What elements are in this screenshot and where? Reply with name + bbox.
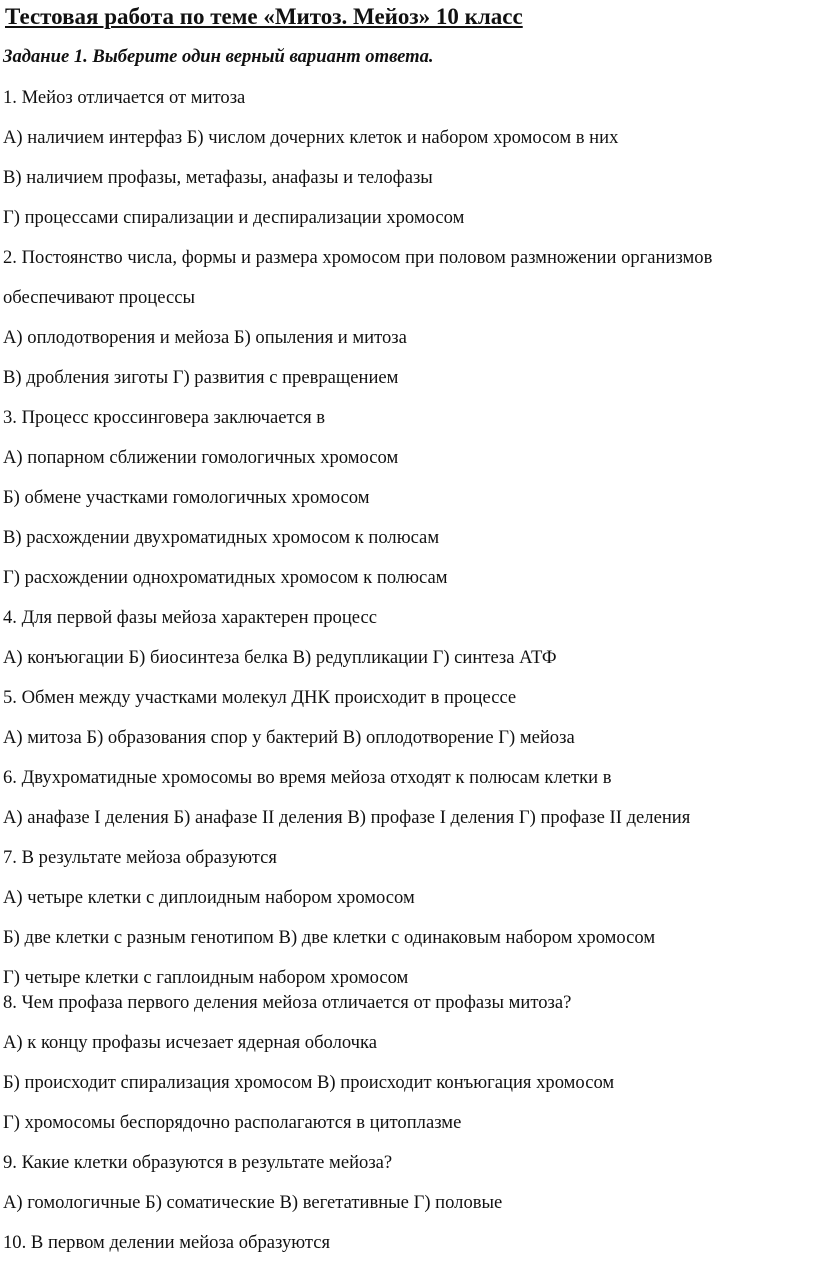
answer-option-line: А) митоза Б) образования спор у бактерий В) оплодотворение Г) мейоза (3, 727, 575, 748)
answer-option-line: А) оплодотворения и мейоза Б) опыления и митоза (3, 327, 407, 348)
answer-option-line: А) анафазе I деления Б) анафазе II деления В) профазе I деления Г) профазе II деления (3, 807, 691, 828)
answer-option-line: А) четыре клетки с диплоидным набором хромосом (3, 887, 415, 908)
answer-option-line: А) к концу профазы исчезает ядерная оболочка (3, 1032, 378, 1053)
answer-option-line: А) гомологичные Б) соматические В) вегетативные Г) половые (3, 1192, 503, 1213)
answer-option-line: Г) расхождении однохроматидных хромосом к полюсам (3, 567, 448, 588)
answer-option-line: Г) четыре клетки с гаплоидным набором хромосом (3, 967, 409, 988)
answer-option-line: Б) две клетки с разным генотипом В) две клетки с одинаковым набором хромосом (3, 927, 656, 948)
question-4: 4. Для первой фазы мейоза характерен процесс (3, 607, 377, 628)
question-2: 2. Постоянство числа, формы и размера хромосом при половом размножении организмов (3, 247, 713, 268)
question-10: 10. В первом делении мейоза образуются (3, 1232, 331, 1253)
question-1: 1. Мейоз отличается от митоза (3, 87, 246, 108)
question-6: 6. Двухроматидные хромосомы во время мейоза отходят к полюсам клетки в (3, 767, 612, 788)
answer-option-line: Б) происходит спирализация хромосом В) происходит конъюгация хромосом (3, 1072, 615, 1093)
question-7: 7. В результате мейоза образуются (3, 847, 277, 868)
answer-option-line: В) расхождении двухроматидных хромосом к полюсам (3, 527, 440, 548)
answer-option-line: В) наличием профазы, метафазы, анафазы и телофазы (3, 167, 433, 188)
answer-option-line: Г) хромосомы беспорядочно располагаются в цитоплазме (3, 1112, 462, 1133)
question-3: 3. Процесс кроссинговера заключается в (3, 407, 326, 428)
question-8: 8. Чем профаза первого деления мейоза отличается от профазы митоза? (3, 992, 572, 1013)
answer-option-line: А) конъюгации Б) биосинтеза белка В) редупликации Г) синтеза АТФ (3, 647, 557, 668)
question-2-cont: обеспечивают процессы (3, 287, 195, 308)
answer-option-line: В) дробления зиготы Г) развития с превращением (3, 367, 399, 388)
question-9: 9. Какие клетки образуются в результате мейоза? (3, 1152, 393, 1173)
answer-option-line: Г) процессами спирализации и деспирализации хромосом (3, 207, 465, 228)
task-instruction: Задание 1. Выберите один верный вариант ответа. (3, 46, 434, 67)
answer-option-line: А) наличием интерфаз Б) числом дочерних клеток и набором хромосом в них (3, 127, 619, 148)
document-title: Тестовая работа по теме «Митоз. Мейоз» 10 класс (5, 4, 523, 29)
question-5: 5. Обмен между участками молекул ДНК происходит в процессе (3, 687, 517, 708)
answer-option-line: Б) обмене участками гомологичных хромосом (3, 487, 370, 508)
answer-option-line: А) попарном сближении гомологичных хромосом (3, 447, 399, 468)
